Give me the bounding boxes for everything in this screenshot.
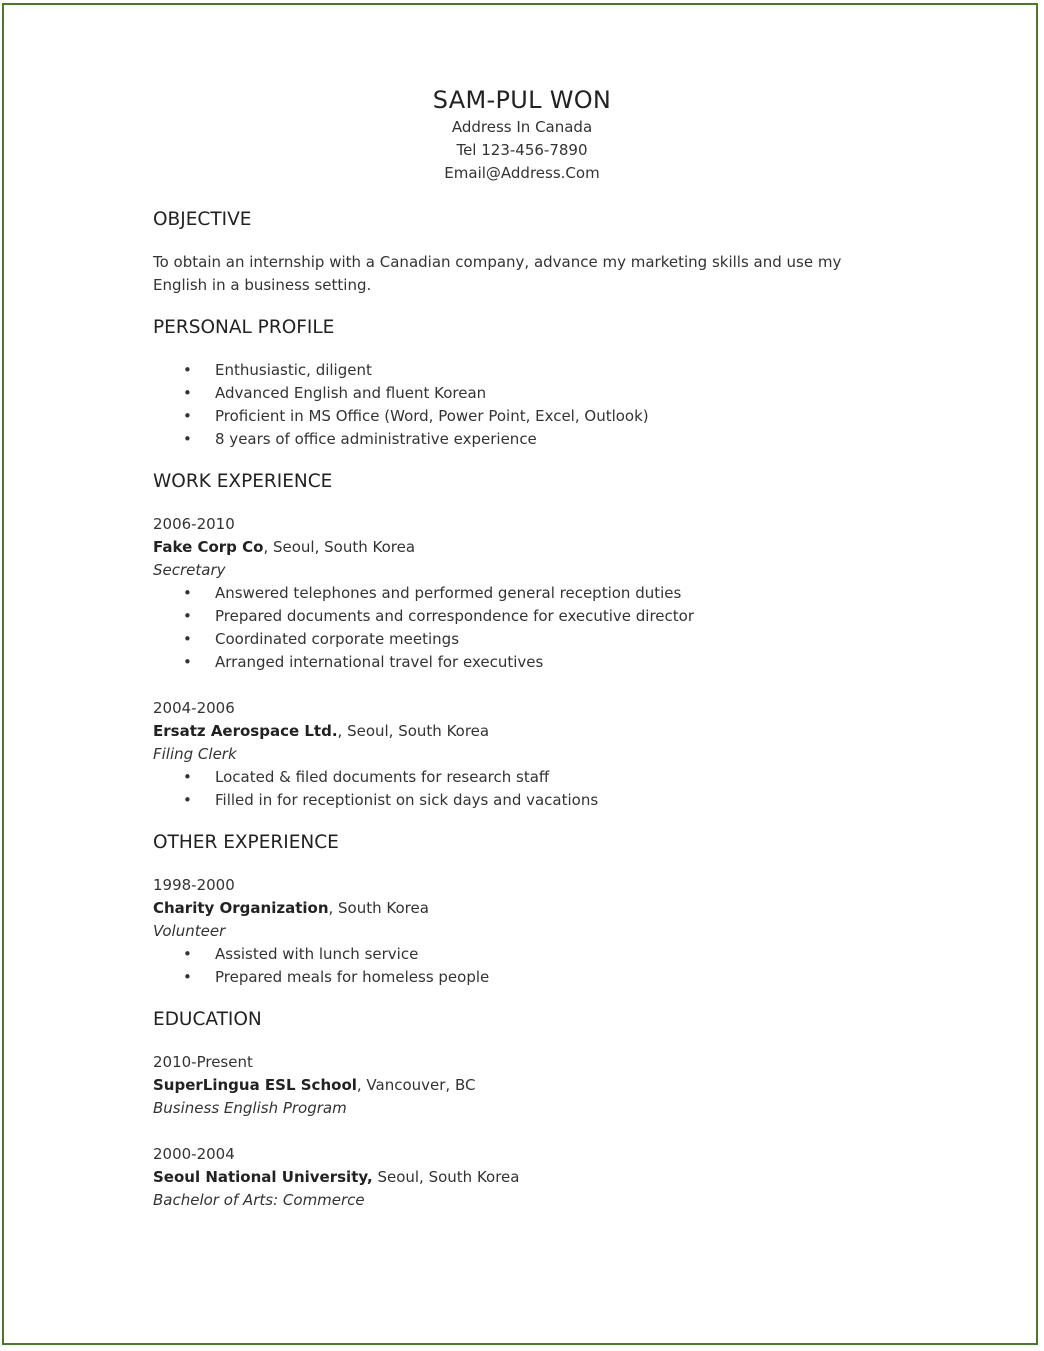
- job-employer: [153, 536, 873, 559]
- org-name: Charity Organization: [153, 899, 329, 917]
- education-dates: 2010-Present: [153, 1053, 253, 1071]
- duty-list: [153, 766, 873, 812]
- education-school: [153, 1166, 873, 1189]
- volunteer-dates: 1998-2000: [153, 876, 235, 894]
- bullet-icon: •: [183, 407, 192, 425]
- company-location: , Seoul, South Korea: [337, 722, 490, 740]
- education-entry: [153, 1143, 873, 1212]
- job-entry: [153, 513, 873, 674]
- volunteer-role: Volunteer: [153, 922, 226, 940]
- org-location: , South Korea: [328, 899, 429, 917]
- objective-text: [153, 251, 873, 297]
- company-location: , Seoul, South Korea: [263, 538, 416, 556]
- objective-heading: OBJECTIVE: [153, 209, 252, 230]
- list-item: • Enthusiastic, diligent: [153, 359, 873, 382]
- list-item: • Answered telephones and performed general reception duties: [153, 582, 873, 605]
- job-entry: [153, 697, 873, 812]
- bullet-icon: •: [183, 630, 192, 648]
- list-item: • Filled in for receptionist on sick days and vacations: [153, 789, 873, 812]
- list-item: • Advanced English and fluent Korean: [153, 382, 873, 405]
- education-entry: [153, 1051, 873, 1120]
- profile-heading: PERSONAL PROFILE: [153, 317, 335, 338]
- duty-list: [153, 943, 873, 989]
- education-heading: EDUCATION: [153, 1009, 262, 1030]
- bullet-icon: •: [183, 361, 192, 379]
- work-heading: WORK EXPERIENCE: [153, 471, 333, 492]
- bullet-icon: •: [183, 584, 192, 602]
- education-dates: 2000-2004: [153, 1145, 235, 1163]
- school-name: SuperLingua ESL School: [153, 1076, 357, 1094]
- bullet-icon: •: [183, 968, 192, 986]
- address-line: Address In Canada: [451, 118, 593, 136]
- education-school: [153, 1074, 873, 1097]
- bullet-icon: •: [183, 384, 192, 402]
- other-experience-heading: OTHER EXPERIENCE: [153, 832, 339, 853]
- duty-list: [153, 582, 873, 674]
- list-item: • Assisted with lunch service: [153, 943, 873, 966]
- resume-header: [0, 84, 1044, 185]
- job-role: Filing Clerk: [153, 745, 237, 763]
- school-name: Seoul National University,: [153, 1168, 373, 1186]
- candidate-name: SAM-PUL WON: [432, 86, 612, 114]
- company-name: Fake Corp Co: [153, 538, 264, 556]
- volunteer-org: [153, 897, 873, 920]
- objective-line: English in a business setting.: [153, 276, 372, 294]
- education-program: Bachelor of Arts: Commerce: [153, 1191, 365, 1209]
- job-employer: [153, 720, 873, 743]
- list-item: • Proficient in MS Office (Word, Power Point, Excel, Outlook): [153, 405, 873, 428]
- bullet-icon: •: [183, 768, 192, 786]
- phone-line: Tel 123-456-7890: [456, 141, 588, 159]
- company-name: Ersatz Aerospace Ltd.: [153, 722, 338, 740]
- volunteer-entry: [153, 874, 873, 989]
- email-line: Email@Address.Com: [444, 164, 600, 182]
- resume-body: [153, 205, 873, 1212]
- education-program: Business English Program: [153, 1099, 347, 1117]
- bullet-icon: •: [183, 607, 192, 625]
- school-location: Seoul, South Korea: [372, 1168, 520, 1186]
- school-location: , Vancouver, BC: [356, 1076, 476, 1094]
- job-dates: 2006-2010: [153, 515, 235, 533]
- job-role: Secretary: [153, 561, 226, 579]
- list-item: • 8 years of office administrative experience: [153, 428, 873, 451]
- list-item: • Prepared documents and correspondence for executive director: [153, 605, 873, 628]
- bullet-icon: •: [183, 430, 192, 448]
- objective-line: To obtain an internship with a Canadian company, advance my marketing skills and use my: [153, 253, 842, 271]
- list-item: • Prepared meals for homeless people: [153, 966, 873, 989]
- profile-list: [153, 359, 873, 451]
- bullet-icon: •: [183, 653, 192, 671]
- list-item: • Located & filed documents for research staff: [153, 766, 873, 789]
- list-item: • Arranged international travel for executives: [153, 651, 873, 674]
- bullet-icon: •: [183, 945, 192, 963]
- list-item: • Coordinated corporate meetings: [153, 628, 873, 651]
- bullet-icon: •: [183, 791, 192, 809]
- job-dates: 2004-2006: [153, 699, 235, 717]
